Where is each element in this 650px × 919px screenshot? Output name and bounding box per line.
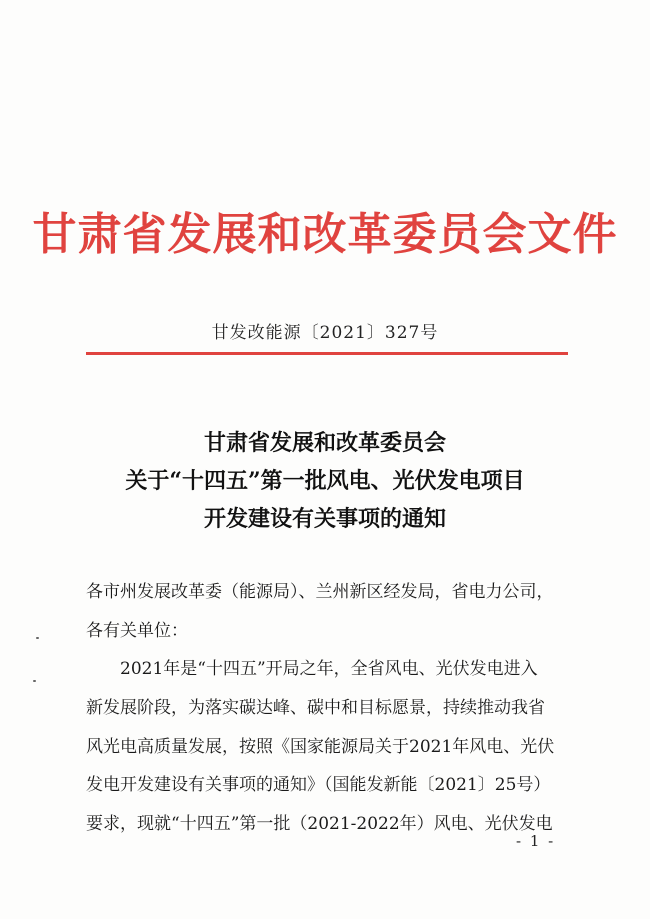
body-paragraph-line: 风光电高质量发展，按照《国家能源局关于2021年风电、光伏 bbox=[86, 736, 555, 757]
body-text bbox=[86, 573, 576, 844]
body-paragraph-line: 新发展阶段，为落实碳达峰、碳中和目标愿景，持续推动我省 bbox=[86, 698, 545, 719]
body-line-addressees-cont: 各有关单位： bbox=[86, 620, 188, 641]
notice-title bbox=[0, 424, 650, 538]
red-divider-line bbox=[86, 352, 568, 355]
issuing-authority-header: 甘肃省发展和改革委员会文件 bbox=[32, 209, 618, 260]
scan-speck bbox=[36, 637, 39, 639]
notice-title-line-3: 开发建设有关事项的通知 bbox=[203, 506, 446, 532]
document-number: 甘发改能源〔2021〕327号 bbox=[211, 323, 439, 343]
notice-title-line-2: 关于“十四五”第一批风电、光伏发电项目 bbox=[125, 468, 525, 494]
body-paragraph-line: 发电开发建设有关事项的通知》（国能发新能〔2021〕25号） bbox=[86, 775, 551, 796]
notice-title-line-1: 甘肃省发展和改革委员会 bbox=[203, 430, 446, 456]
page-number: - 1 - bbox=[516, 832, 556, 850]
body-line-addressees: 各市州发展改革委（能源局）、兰州新区经发局，省电力公司， bbox=[86, 582, 554, 602]
body-paragraph-line: 2021年是“十四五”开局之年，全省风电、光伏发电进入 bbox=[120, 659, 538, 680]
scan-speck bbox=[33, 680, 36, 682]
body-paragraph-line: 要求，现就“十四五”第一批（2021-2022年）风电、光伏发电 bbox=[86, 814, 553, 835]
